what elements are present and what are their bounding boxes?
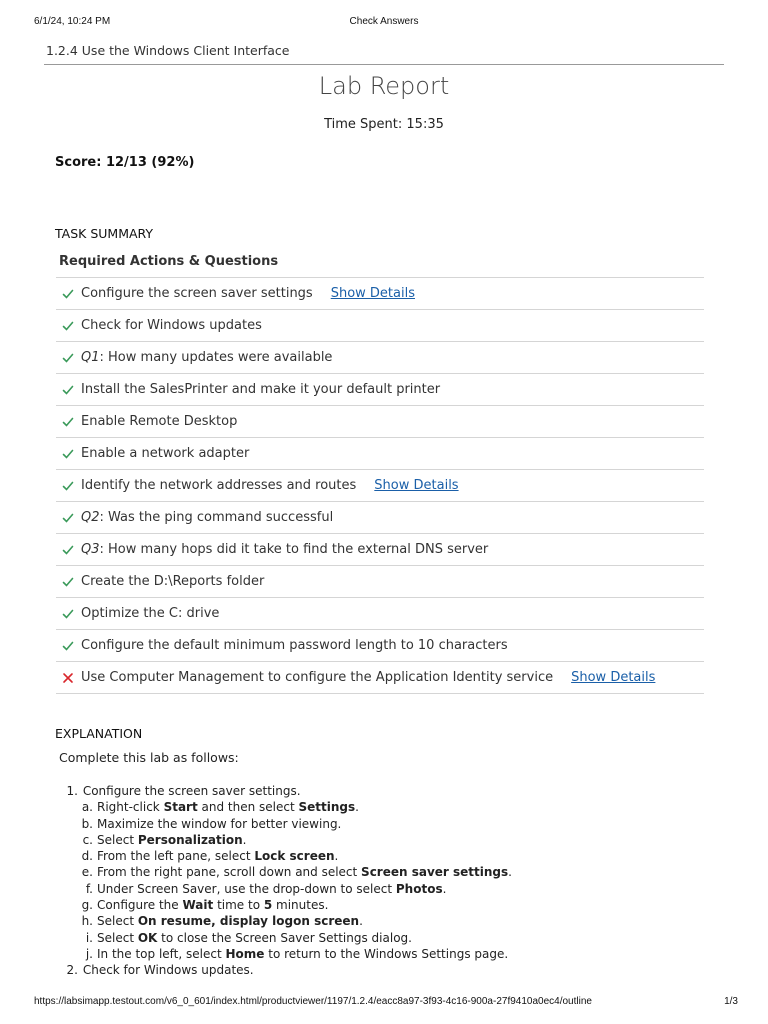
substep-text: Configure the (97, 898, 183, 913)
substep-item (79, 930, 702, 946)
task-row (56, 566, 704, 598)
task-list (56, 277, 704, 694)
show-details-link[interactable]: Show Details (330, 286, 415, 301)
checkmark-icon (56, 544, 80, 556)
checkmark-icon (56, 576, 80, 588)
substep-text: . (242, 832, 247, 847)
task-row (56, 374, 704, 406)
bold-term: Home (225, 946, 265, 961)
substep-item (79, 897, 702, 913)
x-mark-icon (56, 672, 80, 684)
checkmark-icon (56, 352, 80, 364)
checkmark-icon (56, 416, 80, 428)
substep-text: Select (97, 930, 138, 945)
substep-letter: h. (81, 914, 93, 929)
task-row (56, 662, 704, 694)
substep-letter: b. (81, 816, 93, 831)
task-row (56, 598, 704, 630)
task-row (56, 502, 704, 534)
print-header (34, 16, 734, 30)
step-item (62, 962, 702, 978)
print-footer (34, 996, 738, 1010)
bold-term: Wait (182, 898, 214, 913)
substep-list (62, 799, 702, 962)
task-text (81, 478, 356, 493)
task-label: How many updates were available (108, 350, 333, 365)
step-text: Check for Windows updates. (82, 963, 254, 978)
substep-text: Select (97, 832, 138, 847)
task-text (81, 670, 553, 685)
task-text: Q3: How many hops did it take to find the external DNS server (81, 542, 489, 557)
substep-text: and then select (197, 800, 299, 815)
bold-term: Start (163, 800, 198, 815)
task-label: Enable Remote Desktop (81, 414, 238, 429)
substep-letter: a. (81, 800, 93, 815)
task-label: Install the SalesPrinter and make it your default printer (81, 382, 441, 397)
substep-text: minutes. (272, 898, 329, 913)
time-spent: Time Spent: 15:35 (324, 117, 444, 132)
question-label: Q3 (81, 542, 100, 557)
question-label: Q2 (81, 510, 100, 525)
task-text (81, 318, 262, 333)
checkmark-icon (56, 320, 80, 332)
bold-term: Lock screen (254, 849, 335, 864)
substep-letter: f. (85, 881, 93, 896)
print-datetime: 6/1/24, 10:24 PM (34, 16, 111, 27)
substep-letter: j. (85, 946, 93, 961)
task-text: Q2: Was the ping command successful (81, 510, 334, 525)
show-details-link[interactable]: Show Details (571, 670, 656, 685)
substep-text: . (359, 914, 363, 929)
substep-text: to return to the Windows Settings page. (264, 946, 509, 961)
substep-item (79, 816, 702, 832)
task-label: Check for Windows updates (81, 318, 262, 333)
substep-text: Under Screen Saver, use the drop-down to select (97, 881, 396, 896)
required-actions-heading: Required Actions & Questions (59, 254, 279, 269)
checkmark-icon (56, 512, 80, 524)
task-label: How many hops did it take to find the external DNS server (108, 542, 489, 557)
task-text: Q1: How many updates were available (81, 350, 333, 365)
substep-item (79, 864, 702, 880)
explanation-intro: Complete this lab as follows: (59, 750, 239, 765)
substep-item (79, 913, 702, 929)
task-label: Use Computer Management to configure the Application Identity service (81, 670, 554, 685)
checkmark-icon (56, 448, 80, 460)
substep-letter: g. (81, 898, 93, 913)
substep-text: Select (97, 914, 138, 929)
show-details-link[interactable]: Show Details (374, 478, 459, 493)
task-label: Optimize the C: drive (81, 606, 220, 621)
step-number: 1. (66, 784, 78, 798)
checkmark-icon (56, 384, 80, 396)
bold-term: Photos (395, 881, 443, 896)
bold-term: Screen saver settings (361, 865, 509, 880)
task-row (56, 534, 704, 566)
bold-term: Personalization (137, 832, 243, 847)
substep-letter: i. (85, 930, 93, 945)
substep-text: . (442, 881, 447, 896)
bold-term: Settings (298, 800, 356, 815)
substep-text: In the top left, select (97, 946, 226, 961)
question-label: Q1 (81, 350, 100, 365)
task-label: Configure the default minimum password length to 10 characters (81, 638, 508, 653)
task-label: Was the ping command successful (108, 510, 334, 525)
substep-item (79, 832, 702, 848)
page-title: Lab Report (318, 72, 450, 100)
header-divider (44, 64, 724, 65)
task-row (56, 278, 704, 310)
task-row (56, 470, 704, 502)
substep-text: . (355, 800, 359, 815)
step-number: 2. (66, 963, 78, 978)
task-row (56, 310, 704, 342)
substep-text: Maximize the window for better viewing. (97, 816, 342, 831)
substep-text: time to (213, 898, 264, 913)
substep-item (79, 946, 702, 962)
task-text (81, 574, 264, 589)
checkmark-icon (56, 480, 80, 492)
substep-text: Right-click (97, 800, 164, 815)
print-title: Check Answers (349, 16, 419, 27)
task-text (81, 606, 219, 621)
step-item (62, 783, 702, 962)
explanation-heading: EXPLANATION (55, 726, 143, 741)
substep-letter: e. (81, 865, 93, 880)
bold-term: OK (137, 930, 158, 945)
task-text (81, 638, 508, 653)
substep-text: From the left pane, select (97, 849, 255, 864)
task-text (81, 286, 313, 301)
substep-text: From the right pane, scroll down and select (97, 865, 362, 880)
score: Score: 12/13 (92%) (55, 155, 195, 170)
task-label: Configure the screen saver settings (81, 286, 313, 301)
substep-text: . (334, 849, 339, 864)
bold-term: 5 (263, 898, 273, 913)
checkmark-icon (56, 608, 80, 620)
substep-item (79, 799, 702, 815)
print-url[interactable]: https://labsimapp.testout.com/v6_0_601/index.html/productviewer/1197/1.2.4/eacc8a97-3f93-4c16-900a-27f9410a0ec4/outline (34, 996, 592, 1007)
page-number: 1/3 (724, 996, 738, 1007)
breadcrumb: 1.2.4 Use the Windows Client Interface (46, 43, 290, 58)
substep-text: . (508, 865, 512, 880)
task-row (56, 438, 704, 470)
task-text (81, 446, 249, 461)
substep-text: to close the Screen Saver Settings dialog. (157, 930, 412, 945)
task-label: Create the D:\Reports folder (81, 574, 265, 589)
task-row (56, 630, 704, 662)
substep-letter: d. (81, 849, 93, 864)
task-text (81, 414, 237, 429)
substep-item (79, 881, 702, 897)
explanation-steps (62, 783, 702, 979)
task-row (56, 406, 704, 438)
task-row (56, 342, 704, 374)
task-text (81, 382, 440, 397)
substep-item (79, 848, 702, 864)
task-label: Enable a network adapter (81, 446, 250, 461)
task-summary-heading: TASK SUMMARY (55, 226, 154, 241)
task-label: Identify the network addresses and routes (81, 478, 357, 493)
bold-term: On resume, display logon screen (137, 914, 360, 929)
checkmark-icon (56, 288, 80, 300)
checkmark-icon (56, 640, 80, 652)
step-text: Configure the screen saver settings. (82, 784, 301, 798)
substep-letter: c. (82, 832, 93, 847)
